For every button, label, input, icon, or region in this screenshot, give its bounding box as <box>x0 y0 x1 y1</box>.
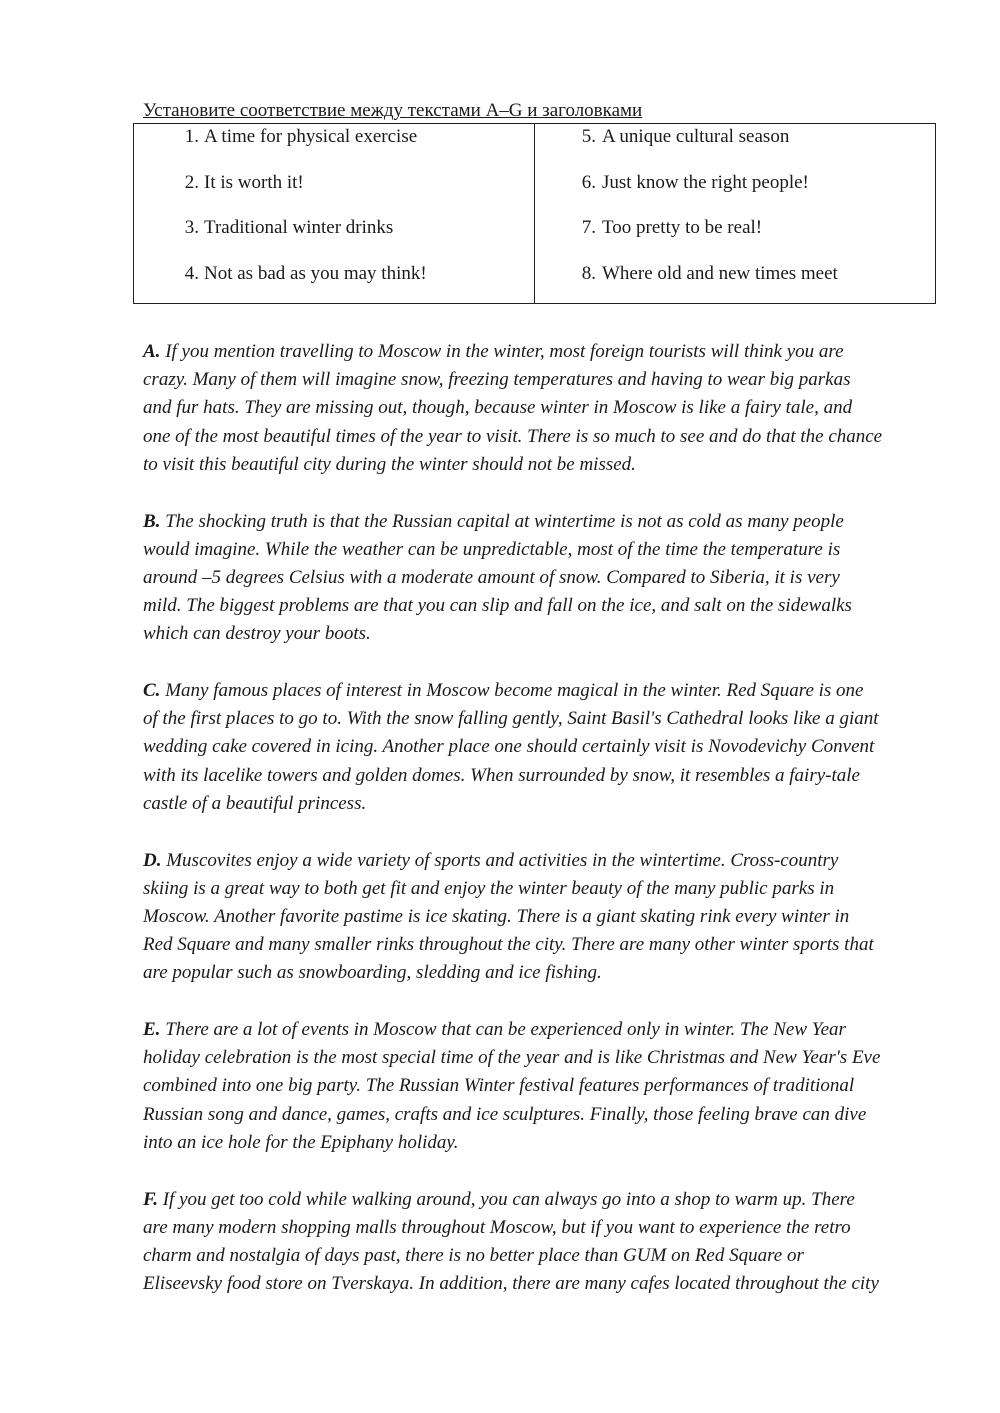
heading-item <box>535 125 935 171</box>
text-line-content: Many famous places of interest in Moscow become magical in the winter. Red Square is one <box>160 680 864 702</box>
text-letter: A. <box>143 341 161 362</box>
texts-section <box>143 338 943 1327</box>
heading-number: 7. <box>581 217 596 238</box>
text-line: to visit this beautiful city during the winter should not be missed. <box>143 453 636 475</box>
heading-number: 2. <box>184 171 199 193</box>
text-line-content: If you get too cold while walking around, you can always go into a shop to warm up. There <box>157 1188 855 1210</box>
heading-number: 4. <box>184 262 199 284</box>
text-line: with its lacelike towers and golden domes. When surrounded by snow, it resembles a fairy-tale <box>143 764 860 786</box>
text-e <box>143 1016 943 1157</box>
text-letter: F. <box>143 1188 158 1210</box>
text-line: combined into one big party. The Russian Winter festival features performances of traditional <box>143 1075 855 1097</box>
heading-number: 8. <box>581 262 596 284</box>
heading-item <box>535 171 935 217</box>
text-line: castle of a beautiful princess. <box>143 792 367 814</box>
heading-item <box>134 171 534 217</box>
text-line: and fur hats. They are missing out, though, because winter in Moscow is like a fairy tale, and <box>143 397 853 419</box>
text-line <box>143 847 943 875</box>
text-line: one of the most beautiful times of the year to visit. There is so much to see and do that the chance <box>143 425 883 447</box>
heading-text: Where old and new times meet <box>602 262 838 284</box>
text-c <box>143 677 943 818</box>
heading-text: It is worth it! <box>204 171 304 193</box>
task-instruction: Установите соответствие между текстами A–G и заголовками <box>143 100 643 121</box>
headings-table <box>133 123 936 304</box>
text-line: which can destroy your boots. <box>143 623 371 645</box>
text-line: mild. The biggest problems are that you can slip and fall on the ice, and salt on the sidewalks <box>143 595 852 617</box>
text-line: skiing is a great way to both get fit and enjoy the winter beauty of the many public parks in <box>143 877 835 899</box>
heading-item <box>134 125 534 171</box>
text-line <box>143 1016 943 1044</box>
heading-text: Just know the right people! <box>602 171 809 193</box>
text-letter: C. <box>143 680 161 702</box>
heading-item <box>535 262 935 308</box>
text-letter: E. <box>143 1019 161 1041</box>
text-line <box>143 677 943 705</box>
text-letter: D. <box>143 849 162 871</box>
heading-text: A time for physical exercise <box>204 126 418 147</box>
headings-column-right <box>534 124 935 303</box>
text-line-content: Muscovites enjoy a wide variety of sports and activities in the wintertime. Cross-country <box>161 849 839 871</box>
headings-column-left <box>134 124 534 303</box>
text-line <box>143 1186 943 1214</box>
heading-number: 6. <box>581 171 596 193</box>
text-line <box>143 338 943 366</box>
text-line: into an ice hole for the Epiphany holiday. <box>143 1131 459 1153</box>
text-line-content: If you mention travelling to Moscow in the winter, most foreign tourists will think you are <box>160 341 844 362</box>
text-line: wedding cake covered in icing. Another place one should certainly visit is Novodevichy Convent <box>143 736 875 758</box>
text-line: of the first places to go to. With the snow falling gently, Saint Basil's Cathedral looks like a giant <box>143 708 879 730</box>
text-line: crazy. Many of them will imagine snow, freezing temperatures and having to wear big parkas <box>143 369 851 391</box>
text-line: charm and nostalgia of days past, there is no better place than GUM on Red Square or <box>143 1244 804 1266</box>
text-a <box>143 338 943 479</box>
text-line: are many modern shopping malls throughout Moscow, but if you want to experience the retro <box>143 1216 851 1238</box>
text-line: Red Square and many smaller rinks throughout the city. There are many other winter sports that <box>143 934 874 956</box>
text-line <box>143 508 943 536</box>
text-line: around –5 degrees Celsius with a moderate amount of snow. Compared to Siberia, it is very <box>143 566 840 588</box>
text-line: Russian song and dance, games, crafts and ice sculptures. Finally, those feeling brave can dive <box>143 1103 867 1125</box>
heading-text: Traditional winter drinks <box>204 217 394 238</box>
text-line-content: The shocking truth is that the Russian capital at wintertime is not as cold as many people <box>160 510 844 532</box>
heading-number: 5. <box>581 126 596 147</box>
text-b <box>143 508 943 649</box>
text-f <box>143 1186 943 1299</box>
heading-text: A unique cultural season <box>602 126 790 147</box>
heading-item <box>134 262 534 308</box>
text-line-content: There are a lot of events in Moscow that can be experienced only in winter. The New Year <box>160 1019 846 1041</box>
text-letter: B. <box>143 510 161 532</box>
heading-number: 1. <box>184 126 199 147</box>
text-line: holiday celebration is the most special time of the year and is like Christmas and New Year's Eve <box>143 1047 881 1069</box>
text-d <box>143 847 943 988</box>
text-line: are popular such as snowboarding, sledding and ice fishing. <box>143 962 602 984</box>
heading-item <box>134 216 534 262</box>
text-line: Eliseevsky food store on Tverskaya. In addition, there are many cafes located throughout the city <box>143 1273 879 1295</box>
text-line: would imagine. While the weather can be unpredictable, most of the time the temperature is <box>143 538 841 560</box>
heading-item <box>535 216 935 262</box>
heading-text: Too pretty to be real! <box>602 217 763 238</box>
text-line: Moscow. Another favorite pastime is ice skating. There is a giant skating rink every winter in <box>143 905 850 927</box>
heading-text: Not as bad as you may think! <box>204 262 427 284</box>
heading-number: 3. <box>184 217 199 238</box>
